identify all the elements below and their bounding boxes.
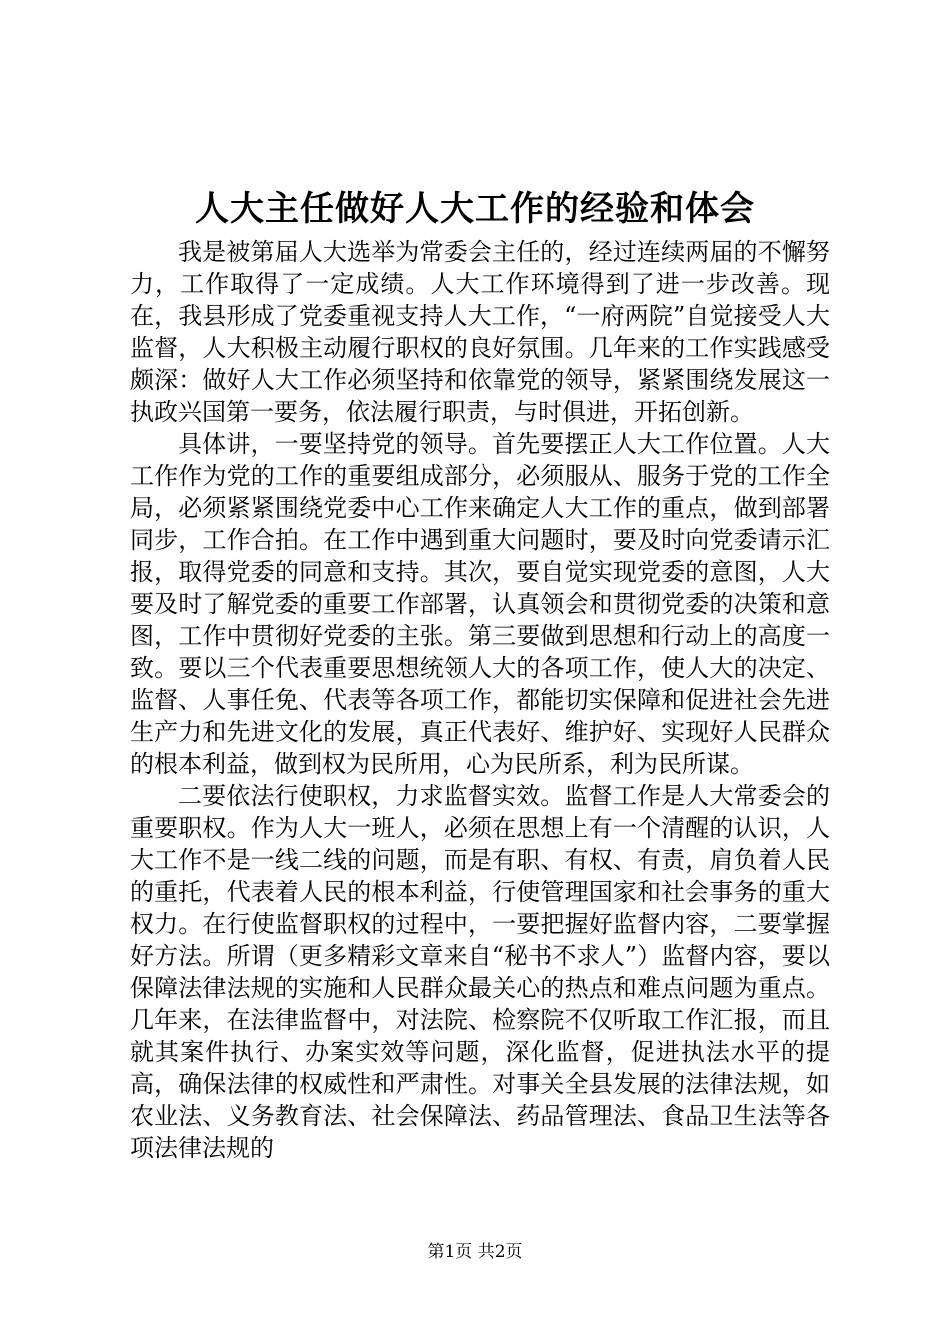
document-title: 人大主任做好人大工作的经验和体会 xyxy=(195,189,755,229)
paragraph-3: 二要依法行使职权，力求监督实效。监督工作是人大常委会的重要职权。作为人大一班人，必须在思想上有一个清醒的认识，人大工作不是一线二线的问题，而是有职、有权、有责，肩负着人民的重托，代表着人民的根本利益，行使管理国家和社会事务的重大权力。在行使监督职权的过程中，一要把握好监督内容，二要掌握好方法。所谓（更多精彩文章来自“秘书不求人”）监督内容，要以保障法律法规的实施和人民群众最关心的热点和难点问题为重点。几年来，在法律监督中，对法院、检察院不仅听取工作汇报，而且就其案件执行、办案实效等问题，深化监督，促进执法水平的提高，确保法律的权威性和严肃性。对事关全县发展的法律法规，如农业法、义务教育法、社会保障法、药品管理法、食品卫生法等各项法律法规的 xyxy=(130,782,830,1162)
paragraph-1: 我是被第届人大选举为常委会主任的，经过连续两届的不懈努力，工作取得了一定成绩。人大工作环境得到了进一步改善。现在，我县形成了党委重视支持人大工作，“一府两院”自觉接受人大监督，人大积极主动履行职权的良好氛围。几年来的工作实践感受颇深：做好人大工作必须坚持和依靠党的领导，紧紧围绕发展这一执政兴国第一要务，依法履行职责，与时俱进，开拓创新。 xyxy=(130,238,830,426)
document-body xyxy=(130,236,830,1164)
paragraph-2: 具体讲，一要坚持党的领导。首先要摆正人大工作位置。人大工作作为党的工作的重要组成部分，必须服从、服务于党的工作全局，必须紧紧围绕党委中心工作来确定人大工作的重点，做到部署同步，工作合拍。在工作中遇到重大问题时，要及时向党委请示汇报，取得党委的同意和支持。其次，要自觉实现党委的意图，人大要及时了解党委的重要工作部署，认真领会和贯彻党委的决策和意图，工作中贯彻好党委的主张。第三要做到思想和行动上的高度一致。要以三个代表重要思想统领人大的各项工作，使人大的决定、监督、人事任免、代表等各项工作，都能切实保障和促进社会先进生产力和先进文化的发展，真正代表好、维护好、实现好人民群众的根本利益，做到权为民所用，心为民所系，利为民所谋。 xyxy=(130,430,830,778)
page-footer: 第1页 共2页 xyxy=(427,1242,523,1262)
